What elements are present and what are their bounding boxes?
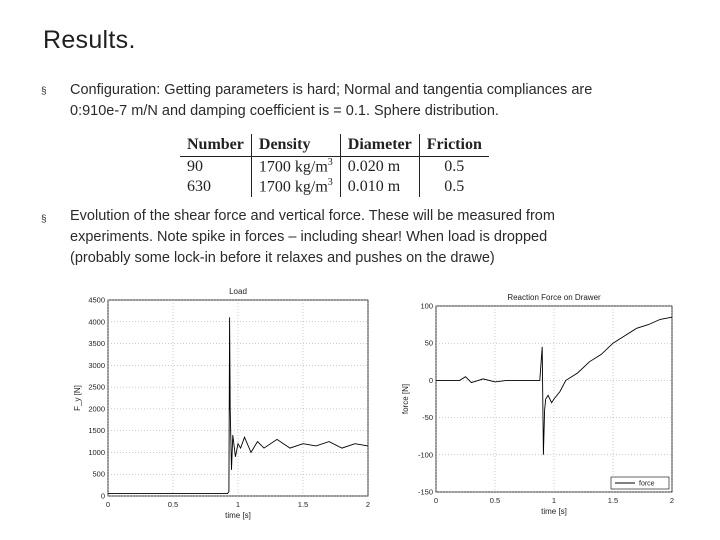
chart-legend — [611, 477, 669, 489]
y-tick-label: 500 — [92, 469, 105, 479]
cell-number: 630 — [187, 178, 211, 195]
y-tick-label: 100 — [420, 301, 433, 311]
x-tick-label: 0 — [433, 496, 439, 505]
x-tick-label: 1 — [235, 500, 241, 509]
x-tick-label: 2 — [669, 496, 675, 505]
legend-label: force — [639, 480, 655, 488]
y-axis-label: F_y [N] — [73, 385, 82, 411]
slide-title: Results. — [43, 26, 136, 54]
y-tick-label: 0 — [100, 491, 105, 501]
x-axis-label: time [s] — [225, 511, 251, 520]
bullet-configuration — [70, 80, 592, 122]
y-tick-label: -150 — [417, 487, 433, 497]
header-number: Number — [180, 134, 251, 157]
cell-diameter: 0.020 m — [340, 157, 419, 178]
bullet-line: Evolution of the shear force and vertical force. These will be measured from — [70, 208, 555, 224]
x-tick-label: 2 — [365, 500, 371, 509]
bullet-evolution — [70, 206, 555, 269]
x-tick-label: 1 — [551, 496, 557, 505]
x-axis-label: time [s] — [541, 507, 567, 516]
x-tick-label: 1.5 — [297, 500, 309, 509]
bullet-line: (probably some lock-in before it relaxes and pushes on the drawe) — [70, 250, 495, 266]
cell-density: 1700 $kg/m^3$ — [251, 157, 340, 178]
load-chart — [68, 282, 380, 528]
table-row — [180, 157, 489, 178]
y-tick-label: 3500 — [88, 339, 105, 349]
bullet-marker: § — [41, 86, 47, 97]
x-tick-label: 0.5 — [489, 496, 501, 505]
y-tick-label: -50 — [422, 413, 433, 423]
cell-friction: 0.5 — [419, 177, 489, 197]
bullet-line: experiments. Note spike in forces – including shear! When load is dropped — [70, 229, 548, 245]
x-tick-label: 0 — [105, 500, 111, 509]
y-tick-label: 50 — [424, 338, 433, 348]
y-tick-label: 4000 — [88, 317, 105, 327]
cell-number: 90 — [187, 158, 203, 175]
chart-title: Reaction Force on Drawer — [507, 293, 601, 302]
header-friction: Friction — [419, 134, 489, 157]
plot-frame — [108, 300, 368, 496]
y-tick-label: 0 — [428, 375, 433, 385]
table-row — [180, 177, 489, 197]
reaction-force-chart — [400, 288, 680, 528]
y-tick-label: 3000 — [88, 360, 105, 370]
chart-title: Load — [229, 287, 247, 296]
y-tick-label: -100 — [417, 450, 433, 460]
y-tick-label: 2500 — [88, 382, 105, 392]
y-tick-label: 4500 — [88, 295, 105, 305]
parameter-table — [180, 134, 489, 197]
x-tick-label: 1.5 — [607, 496, 619, 505]
y-tick-label: 2000 — [88, 404, 105, 414]
header-density: Density — [251, 134, 340, 157]
bullet-line: 0:910e-7 m/N and damping coefficient is = 0.1. Sphere distribution. — [70, 103, 499, 119]
y-axis-label: force [N] — [401, 383, 410, 415]
cell-friction: 0.5 — [419, 157, 489, 178]
header-diameter: Diameter — [340, 134, 419, 157]
cell-density: 1700 $kg/m^3$ — [251, 177, 340, 197]
y-tick-label: 1500 — [88, 426, 105, 436]
y-tick-label: 1000 — [88, 447, 105, 457]
x-tick-label: 0.5 — [167, 500, 179, 509]
cell-diameter: 0.010 m — [340, 177, 419, 197]
bullet-line: Configuration: Getting parameters is hard; Normal and tangentia compliances are — [70, 82, 593, 98]
bullet-marker: § — [41, 214, 47, 225]
